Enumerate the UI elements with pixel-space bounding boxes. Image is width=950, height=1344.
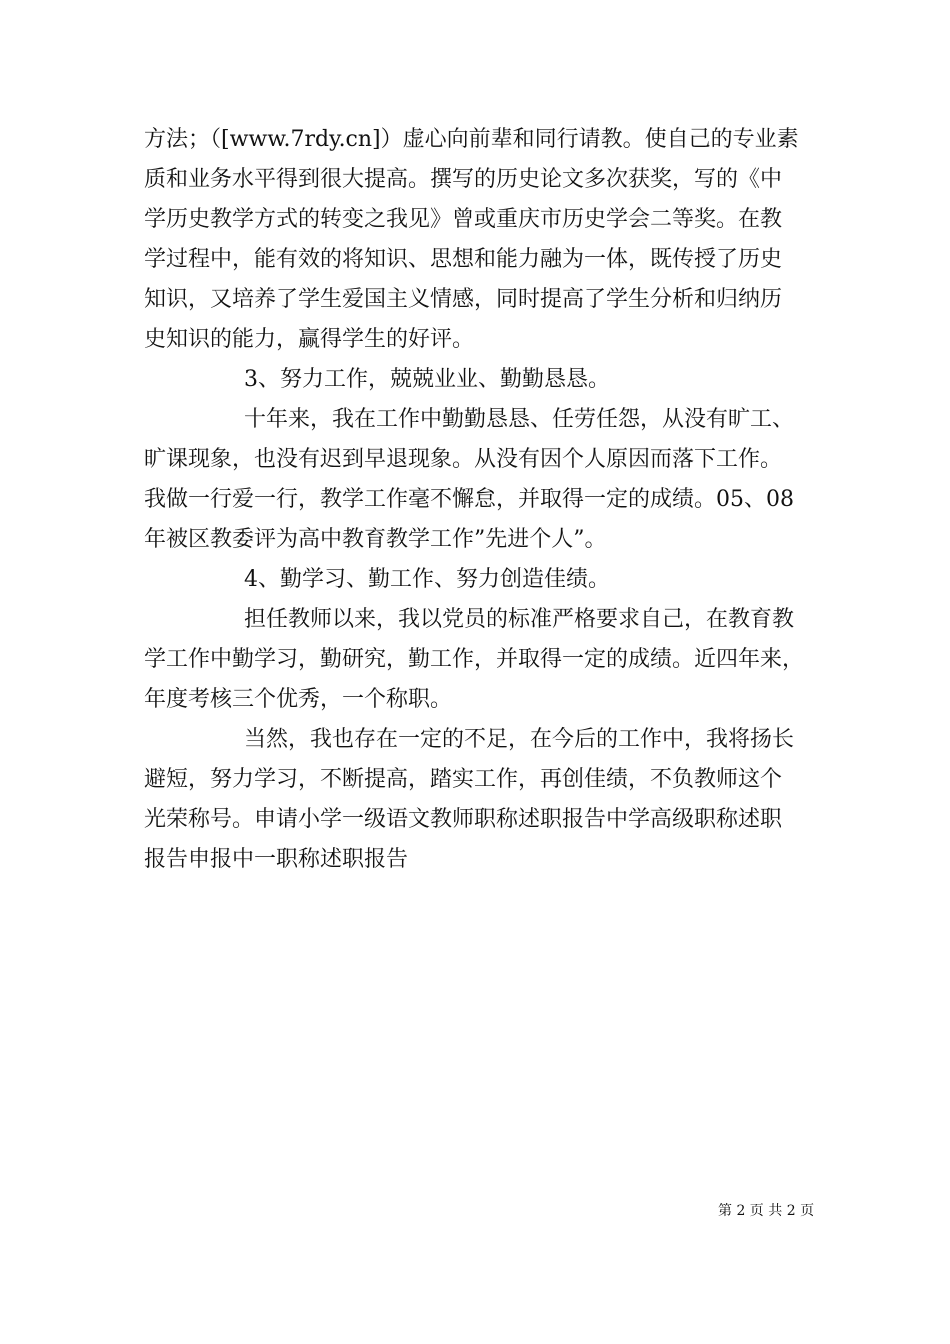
- section-heading: 3、努力工作，兢兢业业、勤勤恳恳。: [244, 367, 610, 392]
- text-line: 学历史教学方式的转变之我见》曾或重庆市历史学会二等奖。在教: [144, 207, 783, 232]
- section-heading: 4、勤学习、勤工作、努力创造佳绩。: [244, 567, 610, 592]
- text-line: 学工作中勤学习，勤研究，勤工作，并取得一定的成绩。近四年来，: [144, 647, 805, 672]
- text-line: 避短，努力学习，不断提高，踏实工作，再创佳绩，不负教师这个: [144, 767, 783, 792]
- text-line: 学过程中，能有效的将知识、思想和能力融为一体，既传授了历史: [144, 247, 783, 272]
- text-line: 十年来，我在工作中勤勤恳恳、任劳任怨，从没有旷工、: [244, 407, 795, 432]
- page-number: 第 2 页 共 2 页: [718, 1203, 815, 1219]
- document-body: [144, 120, 824, 880]
- text-line: 年度考核三个优秀，一个称职。: [144, 687, 453, 712]
- text-line: 当然，我也存在一定的不足，在今后的工作中，我将扬长: [244, 727, 795, 752]
- text-line: 报告申报中一职称述职报告: [144, 847, 409, 872]
- text-line: 质和业务水平得到很大提高。撰写的历史论文多次获奖，写的《中: [144, 167, 783, 192]
- text-line: 年被区教委评为高中教育教学工作”先进个人”。: [144, 527, 607, 552]
- text-line: 方法；（[www.7rdy.cn]）虚心向前辈和同行请教。使自己的专业素: [144, 127, 799, 152]
- text-line: 光荣称号。申请小学一级语文教师职称述职报告中学高级职称述职: [144, 807, 783, 832]
- text-line: 史知识的能力，赢得学生的好评。: [144, 327, 475, 352]
- text-line: 旷课现象，也没有迟到早退现象。从没有因个人原因而落下工作。: [144, 447, 783, 472]
- text-line: 担任教师以来，我以党员的标准严格要求自己，在教育教: [244, 607, 795, 632]
- text-line: 知识，又培养了学生爱国主义情感，同时提高了学生分析和归纳历: [144, 287, 783, 312]
- text-line: 我做一行爱一行，教学工作毫不懈怠，并取得一定的成绩。05、08: [144, 487, 794, 512]
